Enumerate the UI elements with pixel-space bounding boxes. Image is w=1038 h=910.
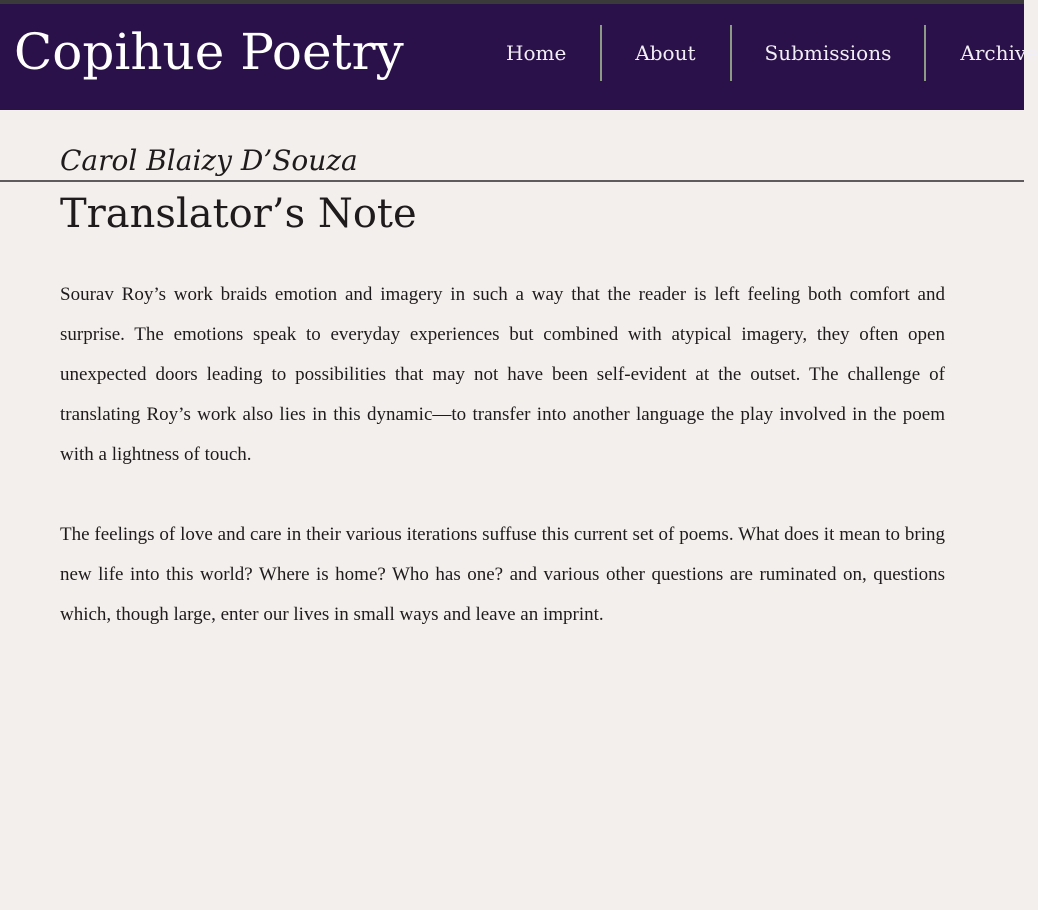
article-paragraph: The feelings of love and care in their various iterations suffuse this current set of poems. What does it mean to bring new life into this world? Where is home? Who has one? and various other questions are ruminated on, questions which, though large, enter our lives in small ways and leave an imprint. bbox=[60, 524, 945, 625]
article-body bbox=[60, 275, 945, 675]
page-title: Translator’s Note bbox=[60, 191, 417, 237]
site-header bbox=[0, 4, 1038, 110]
nav-about[interactable]: About bbox=[635, 41, 696, 65]
article-author: Carol Blaizy D’Souza bbox=[60, 144, 358, 177]
nav-separator bbox=[730, 25, 732, 81]
nav-separator bbox=[924, 25, 926, 81]
nav-submissions[interactable]: Submissions bbox=[764, 41, 892, 65]
site-title[interactable]: Copihue Poetry bbox=[14, 23, 404, 81]
main-nav bbox=[472, 25, 1038, 81]
nav-home[interactable]: Home bbox=[506, 41, 567, 65]
nav-separator bbox=[600, 25, 602, 81]
article-paragraph: Sourav Roy’s work braids emotion and imagery in such a way that the reader is left feeling both comfort and surprise. The emotions speak to everyday experiences but combined with atypical imagery, they often open unexpected doors leading to possibilities that may not have been self-evident at the outset. The challenge of translating Roy’s work also lies in this dynamic—to transfer into another language the play involved in the poem with a lightness of touch. bbox=[60, 284, 945, 465]
nav-archive[interactable]: Archive bbox=[960, 41, 1038, 65]
author-divider bbox=[0, 180, 1024, 182]
